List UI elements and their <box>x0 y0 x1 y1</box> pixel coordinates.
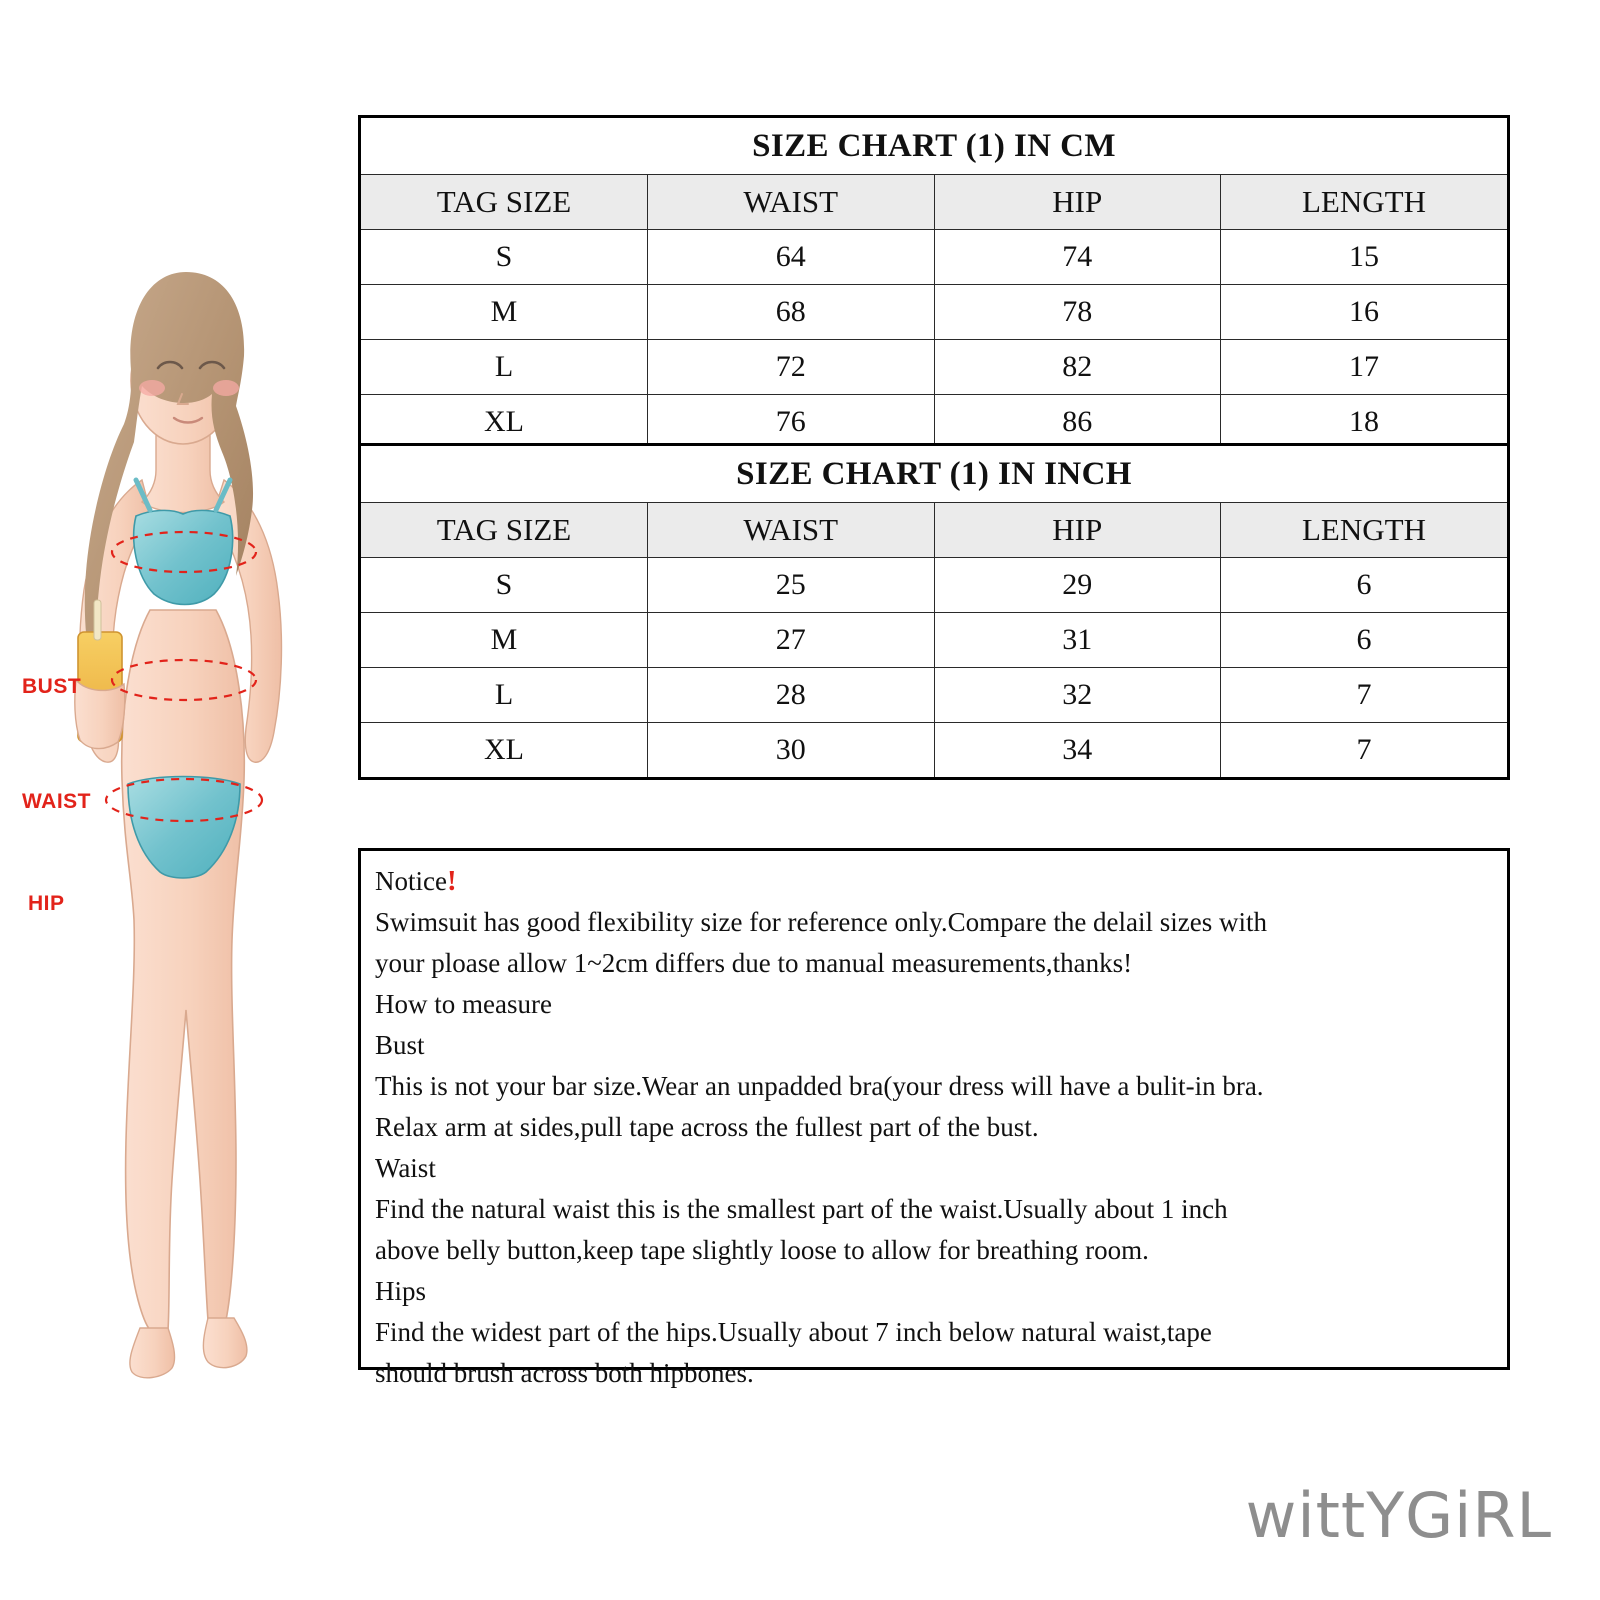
table-row <box>361 340 1507 395</box>
right-blush <box>213 380 239 396</box>
notice-line: Swimsuit has good flexibility size for reference only.Compare the delail sizes with <box>375 907 1268 937</box>
left-blush <box>139 380 165 396</box>
column-header-tag-size: TAG SIZE <box>361 175 648 230</box>
cell-length: 18 <box>1221 395 1508 450</box>
cell-hip: 34 <box>934 723 1221 778</box>
brand-logo: wittYGiRL <box>1245 1479 1552 1552</box>
bikini-top <box>134 510 233 604</box>
table-row <box>361 285 1507 340</box>
column-header-length: LENGTH <box>1221 503 1508 558</box>
table-row <box>361 668 1507 723</box>
body-shape <box>122 610 245 1330</box>
notice-heading-text: Notice <box>375 866 447 896</box>
cell-tag-size: L <box>361 668 648 723</box>
cell-length: 17 <box>1221 340 1508 395</box>
column-header-waist: WAIST <box>648 175 935 230</box>
left-hand <box>75 680 125 749</box>
cell-waist: 30 <box>648 723 935 778</box>
cell-length: 6 <box>1221 558 1508 613</box>
column-header-hip: HIP <box>934 175 1221 230</box>
cell-waist: 68 <box>648 285 935 340</box>
notice-line: Find the natural waist this is the smallest part of the waist.Usually about 1 inch <box>375 1194 1228 1224</box>
cell-hip: 29 <box>934 558 1221 613</box>
table-title-row <box>361 446 1507 503</box>
cell-tag-size: L <box>361 340 648 395</box>
right-foot <box>203 1318 247 1368</box>
cell-length: 16 <box>1221 285 1508 340</box>
cell-waist: 64 <box>648 230 935 285</box>
cell-hip: 82 <box>934 340 1221 395</box>
table-row <box>361 230 1507 285</box>
cell-tag-size: M <box>361 285 648 340</box>
drink-straw <box>94 600 101 640</box>
cell-hip: 78 <box>934 285 1221 340</box>
notice-box <box>358 848 1510 1388</box>
bust-label: BUST <box>22 675 82 698</box>
hip-label: HIP <box>28 892 65 915</box>
size-chart-inch-table <box>361 446 1507 777</box>
model-illustration <box>0 180 350 1380</box>
table-row <box>361 613 1507 668</box>
size-chart-cm <box>358 115 1510 452</box>
notice-line: Bust <box>375 1030 425 1060</box>
column-header-tag-size: TAG SIZE <box>361 503 648 558</box>
cell-waist: 27 <box>648 613 935 668</box>
cell-length: 7 <box>1221 668 1508 723</box>
notice-line: Waist <box>375 1153 436 1183</box>
table-title-row <box>361 118 1507 175</box>
notice-line: your ploase allow 1~2cm differs due to manual measurements,thanks! <box>375 948 1133 978</box>
notice-line: Relax arm at sides,pull tape across the fullest part of the bust. <box>375 1112 1039 1142</box>
size-chart-cm-table <box>361 118 1507 449</box>
cell-tag-size: S <box>361 230 648 285</box>
notice-heading <box>375 861 1493 902</box>
column-header-hip: HIP <box>934 503 1221 558</box>
left-foot <box>130 1328 175 1378</box>
cell-waist: 72 <box>648 340 935 395</box>
cell-hip: 31 <box>934 613 1221 668</box>
model-figure-svg <box>0 180 350 1380</box>
notice-line: This is not your bar size.Wear an unpadded bra(your dress will have a bulit-in bra. <box>375 1071 1264 1101</box>
cell-length: 6 <box>1221 613 1508 668</box>
notice-line: How to measure <box>375 989 552 1019</box>
notice-exclamation: ! <box>446 865 457 897</box>
cell-tag-size: XL <box>361 395 648 450</box>
table-row <box>361 558 1507 613</box>
table-title: SIZE CHART (1) IN INCH <box>361 446 1507 503</box>
cell-length: 15 <box>1221 230 1508 285</box>
table-title: SIZE CHART (1) IN CM <box>361 118 1507 175</box>
cell-hip: 32 <box>934 668 1221 723</box>
column-header-length: LENGTH <box>1221 175 1508 230</box>
notice-line: Find the widest part of the hips.Usually about 7 inch below natural waist,tape <box>375 1317 1212 1347</box>
cell-waist: 76 <box>648 395 935 450</box>
waist-label: WAIST <box>22 790 91 813</box>
table-header-row <box>361 175 1507 230</box>
notice-line: should brush across both hipbones. <box>375 1358 754 1388</box>
cell-tag-size: M <box>361 613 648 668</box>
cell-tag-size: XL <box>361 723 648 778</box>
size-chart-inch <box>358 443 1510 780</box>
cell-hip: 86 <box>934 395 1221 450</box>
cell-hip: 74 <box>934 230 1221 285</box>
notice-line: Hips <box>375 1276 427 1306</box>
cell-waist: 25 <box>648 558 935 613</box>
table-header-row <box>361 503 1507 558</box>
cell-length: 7 <box>1221 723 1508 778</box>
column-header-waist: WAIST <box>648 503 935 558</box>
cell-waist: 28 <box>648 668 935 723</box>
cell-tag-size: S <box>361 558 648 613</box>
table-row <box>361 395 1507 450</box>
notice-line: above belly button,keep tape slightly loose to allow for breathing room. <box>375 1235 1149 1265</box>
table-row <box>361 723 1507 778</box>
